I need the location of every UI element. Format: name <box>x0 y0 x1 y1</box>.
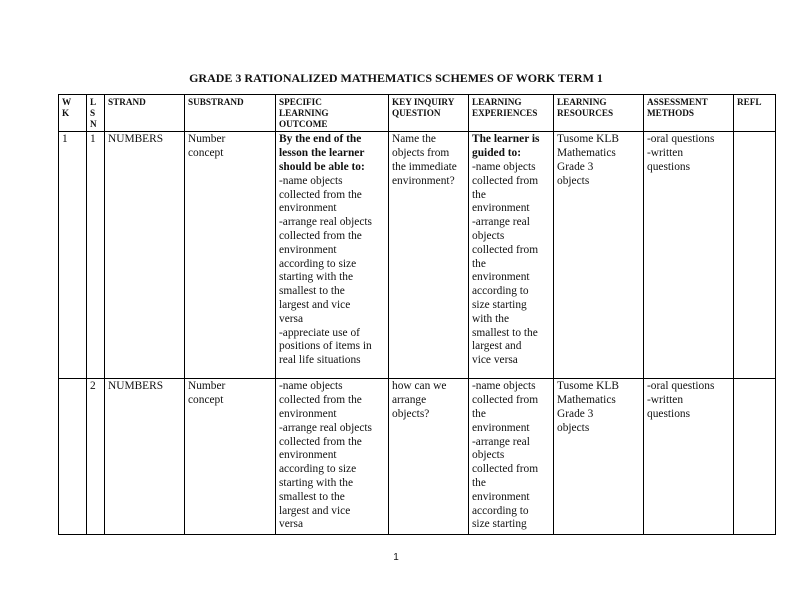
header-reflection: REFL <box>734 95 776 132</box>
assessment-cell: -oral questions -written questions <box>644 379 734 535</box>
week-cell <box>59 379 87 535</box>
reflection-cell <box>734 379 776 535</box>
outcome-cell <box>276 132 389 379</box>
outcome-cell-text: -name objects collected from the environment -arrange real objects collected from the environment according to size starting with the smallest to the largest and vice versa -appreciate use of positions of items in real life situations <box>279 174 372 367</box>
experiences-cell <box>469 132 554 379</box>
resources-cell: Tusome KLB Mathematics Grade 3 objects <box>554 132 644 379</box>
document-title: GRADE 3 RATIONALIZED MATHEMATICS SCHEMES OF WORK TERM 1 <box>189 71 603 85</box>
header-learning-experiences: LEARNING EXPERIENCES <box>469 95 554 132</box>
table-row <box>59 379 776 535</box>
experiences-cell-text: -name objects collected from the environment -arrange real objects collected from the environment according to size starting <box>472 380 539 531</box>
header-substrand: SUBSTRAND <box>185 95 276 132</box>
page-number: 1 <box>393 552 399 563</box>
experiences-cell-intro: The learner is guided to: <box>472 133 540 160</box>
strand-cell: NUMBERS <box>105 379 185 535</box>
assessment-cell: -oral questions -written questions <box>644 132 734 379</box>
outcome-cell <box>276 379 389 535</box>
strand-cell: NUMBERS <box>105 132 185 379</box>
header-strand: STRAND <box>105 95 185 132</box>
outcome-cell-text: -name objects collected from the environment -arrange real objects collected from the environment according to size starting with the smallest to the largest and vice versa <box>279 380 372 531</box>
header-week: W K <box>59 95 87 132</box>
outcome-cell-intro: By the end of the lesson the learner should be able to: <box>279 133 365 173</box>
header-row <box>59 95 776 132</box>
experiences-cell-text: -name objects collected from the environment -arrange real objects collected from the environment according to size starting with the smallest to the largest and vice versa <box>472 160 539 367</box>
lesson-cell: 2 <box>87 379 105 535</box>
substrand-cell: Number concept <box>185 132 276 379</box>
week-cell: 1 <box>59 132 87 379</box>
header-learning-resources: LEARNING RESOURCES <box>554 95 644 132</box>
schemes-of-work-table <box>58 94 776 535</box>
header-assessment-methods: ASSESSMENT METHODS <box>644 95 734 132</box>
substrand-cell: Number concept <box>185 379 276 535</box>
reflection-cell <box>734 132 776 379</box>
inquiry-question-cell: Name the objects from the immediate environment? <box>389 132 469 379</box>
resources-cell: Tusome KLB Mathematics Grade 3 objects <box>554 379 644 535</box>
experiences-cell <box>469 379 554 535</box>
table-row <box>59 132 776 379</box>
header-lesson: L S N <box>87 95 105 132</box>
header-key-inquiry-question: KEY INQUIRY QUESTION <box>389 95 469 132</box>
lesson-cell: 1 <box>87 132 105 379</box>
inquiry-question-cell: how can we arrange objects? <box>389 379 469 535</box>
header-specific-learning-outcome: SPECIFIC LEARNING OUTCOME <box>276 95 389 132</box>
